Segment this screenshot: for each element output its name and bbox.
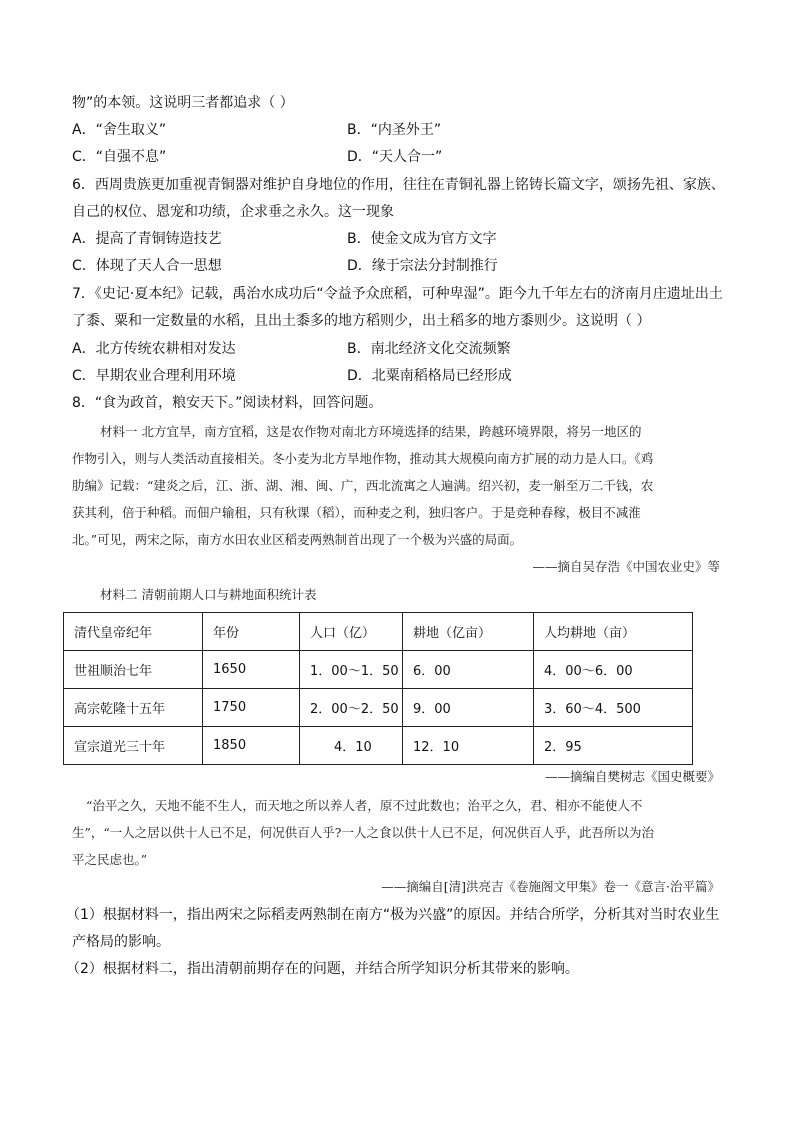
- material2-quote-source: ——摘编自[清]洪亮吉《卷施阁文甲集》卷一《意言·治平篇》: [381, 879, 720, 894]
- table-cell: 12．10: [403, 727, 534, 765]
- material2-title: 材料二 清朝前期人口与耕地面积统计表: [100, 587, 317, 602]
- material1-line-1: 材料一 北方宜旱，南方宜稻，这是农作物对南北方环境选择的结果，跨越环境界限，将另一地区的: [100, 424, 642, 439]
- table-cell: 世祖顺治七年: [64, 651, 203, 689]
- table-cell: 高宗乾隆十五年: [64, 689, 203, 727]
- q6-option-b[interactable]: B．使金文成为官方文字: [347, 231, 497, 247]
- q6-option-a[interactable]: A．提高了青铜铸造技艺: [72, 231, 222, 247]
- material1-source: ——摘自吴存浩《中国农业史》等: [532, 559, 720, 574]
- material1-line-4: 获其利，倍于种稻。而佃户输租，只有秋课（稻），而种麦之利，独归客户。于是竞种春稼，极目不减淮: [72, 505, 641, 520]
- material2-quote-line-3: 平之民虑也。”: [72, 852, 148, 867]
- table-header-cell: 人口（亿）: [300, 613, 403, 651]
- q5-option-b[interactable]: B．“内圣外王”: [347, 122, 442, 138]
- table-row: [64, 651, 693, 689]
- q6-option-d[interactable]: D．缘于宗法分封制推行: [347, 258, 498, 274]
- q5-stem-tail: 物”的本领。这说明三者都追求（ ）: [72, 95, 294, 111]
- table-cell: 2．95: [534, 727, 693, 765]
- q5-option-a[interactable]: A．“舍生取义”: [72, 122, 167, 138]
- q7-option-b[interactable]: B．南北经济文化交流频繁: [347, 341, 511, 357]
- table-header-cell: 清代皇帝纪年: [64, 613, 203, 651]
- table-row: [64, 689, 693, 727]
- q8-subquestion-1-line-2: 产格局的影响。: [72, 934, 170, 950]
- q7-option-a[interactable]: A．北方传统农耕相对发达: [72, 341, 236, 357]
- q7-option-c[interactable]: C．早期农业合理利用环境: [72, 368, 236, 384]
- material2-table-source: ——摘编自樊树志《国史概要》: [544, 769, 720, 784]
- q8-subquestion-1-line-1: （1）根据材料一，指出两宋之际稻麦两熟制在南方“极为兴盛”的原因。并结合所学，分析其对当时农业生: [66, 907, 720, 923]
- table-cell: 宣宗道光三十年: [64, 727, 203, 765]
- q6-option-c[interactable]: C．体现了天人合一思想: [72, 258, 222, 274]
- table-cell: 9．00: [403, 689, 534, 727]
- q5-option-d[interactable]: D．“天人合一”: [347, 149, 443, 165]
- table-cell: 2．00～2．50: [300, 689, 403, 727]
- q7-stem-line-1: 7．《史记·夏本纪》记载，禹治水成功后“令益予众庶稻，可种卑湿”。距今九千年左右的济南月庄遗址出土: [72, 286, 723, 302]
- q8-stem: 8．“食为政首，粮安天下。”阅读材料，回答问题。: [72, 395, 383, 411]
- table-cell: 1850: [203, 727, 300, 765]
- table-cell: 1750: [203, 689, 300, 727]
- table-header-cell: 耕地（亿亩）: [403, 613, 534, 651]
- q7-option-d[interactable]: D．北粟南稻格局已经形成: [347, 368, 512, 384]
- table-cell: 4．00～6．00: [534, 651, 693, 689]
- q5-option-c[interactable]: C．“自强不息”: [72, 149, 167, 165]
- table-cell: 3．60～4．500: [534, 689, 693, 727]
- material1-line-2: 作物引入，则与人类活动直接相关。冬小麦为北方旱地作物，推动其大规模向南方扩展的动力是人口。《鸡: [72, 451, 654, 466]
- q6-stem-line-2: 自己的权位、恩宠和功绩，企求垂之永久。这一现象: [72, 204, 394, 220]
- table-row: [64, 727, 693, 765]
- q8-subquestion-2: （2）根据材料二，指出清朝前期存在的问题，并结合所学知识分析其带来的影响。: [66, 961, 579, 977]
- material1-line-3: 肋编》记载：“建炎之后，江、浙、湖、湘、闽、广，西北流寓之人遍满。绍兴初，麦一斛至万二千钱，农: [72, 478, 654, 493]
- population-farmland-table: [63, 612, 693, 765]
- material2-quote-line-1: “治平之久，天地不能不生人，而天地之所以养人者，原不过此数也；治平之久，君、相亦不能使人不: [86, 798, 643, 813]
- q7-stem-line-2: 了黍、粟和一定数量的水稻，且出土黍多的地方稻则少，出土稻多的地方黍则少。这说明（ ）: [72, 313, 651, 329]
- material2-quote-line-2: 生”，“一人之居以供十人已不足，何况供百人乎?一人之食以供十人已不足，何况供百人乎，此吾所以为治: [72, 825, 654, 840]
- table-header-cell: 人均耕地（亩）: [534, 613, 693, 651]
- q6-stem-line-1: 6．西周贵族更加重视青铜器对维护自身地位的作用，往往在青铜礼器上铭铸长篇文字，颂扬先祖、家族、: [72, 177, 725, 193]
- table-cell: 1．00～1．50: [300, 651, 403, 689]
- table-cell: 1650: [203, 651, 300, 689]
- table-cell: 6．00: [403, 651, 534, 689]
- material1-line-5: 北。”可见，两宋之际，南方水田农业区稻麦两熟制首出现了一个极为兴盛的局面。: [72, 532, 523, 547]
- table-header-row: [64, 613, 693, 651]
- table-header-cell: 年份: [203, 613, 300, 651]
- table-cell: 4．10: [300, 727, 403, 765]
